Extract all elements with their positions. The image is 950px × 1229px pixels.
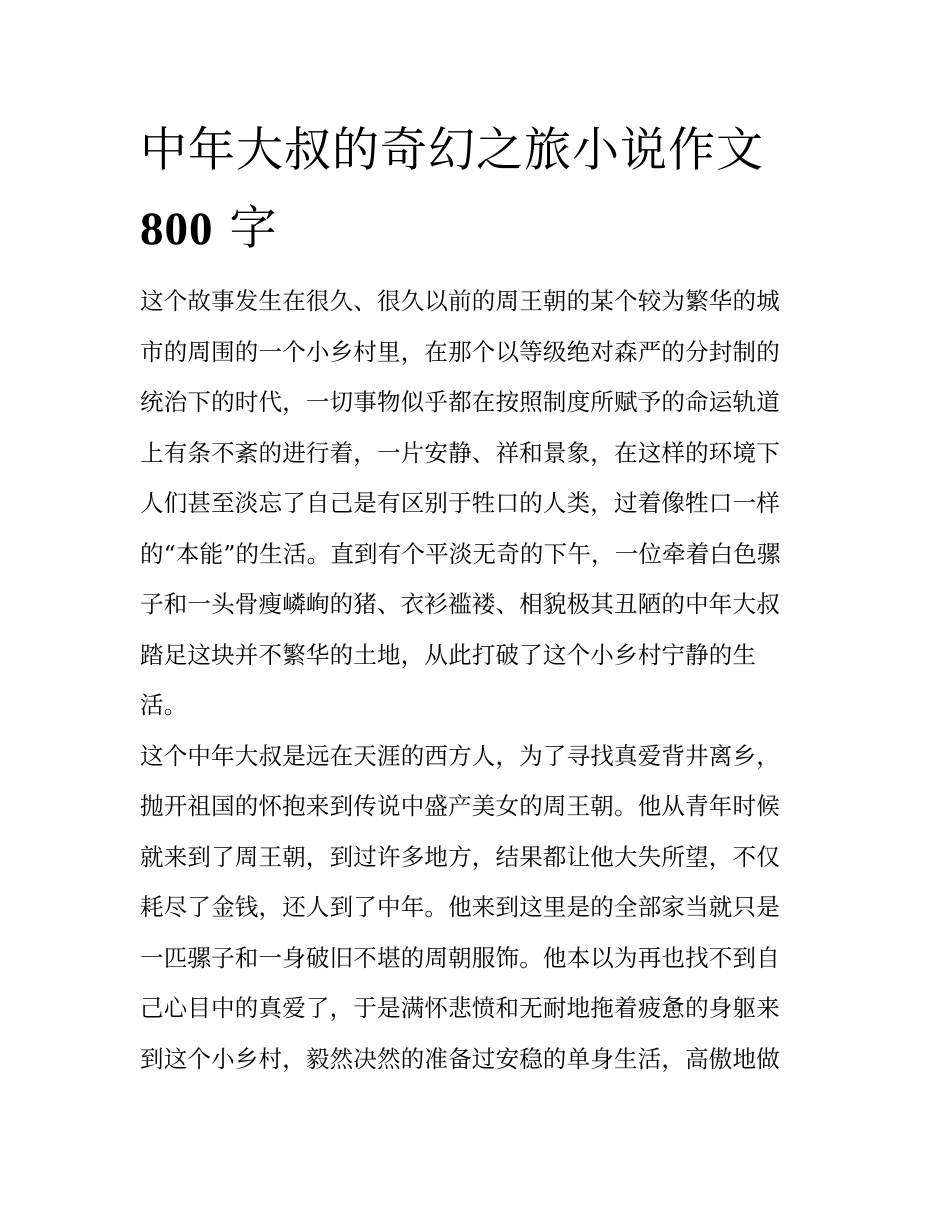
body-line: 市的周围的一个小乡村里，在那个以等级绝对森严的分封制的 <box>140 337 780 366</box>
body-line: 耗尽了金钱，还人到了中年。他来到这里是的全部家当就只是 <box>140 893 780 921</box>
document-title <box>140 112 820 268</box>
title-main: 中年大叔的奇幻之旅小说作文 <box>140 123 764 178</box>
body-line: 这个故事发生在很久、很久以前的周王朝的某个较为繁华的城 <box>140 287 780 315</box>
body-line: 踏足这块并不繁华的土地，从此打破了这个小乡村宁静的生 <box>140 640 757 669</box>
body-line: 这个中年大叔是远在天涯的西方人，为了寻找真爱背井离乡， <box>140 741 780 770</box>
body-line: 人们甚至淡忘了自己是有区别于牲口的人类，过着像牲口一样 <box>140 489 780 517</box>
body-line: 己心目中的真爱了，于是满怀悲愤和无耐地拖着疲惫的身躯来 <box>140 994 780 1022</box>
body-line: 就来到了周王朝，到过许多地方，结果都让他大失所望，不仅 <box>140 842 780 871</box>
title-suffix: 字 <box>213 201 278 256</box>
title-number: 800 <box>140 203 214 255</box>
body-line: 上有条不紊的进行着，一片安静、祥和景象，在这样的环境下 <box>140 438 780 467</box>
body-line: 抛开祖国的怀抱来到传说中盛产美女的周王朝。他从青年时候 <box>140 792 780 820</box>
body-line: 一匹骡子和一身破旧不堪的周朝服饰。他本以为再也找不到自 <box>140 943 780 972</box>
body-line: 统治下的时代，一切事物似乎都在按照制度所赋予的命运轨道 <box>140 388 780 416</box>
body-line: 活。 <box>140 691 188 719</box>
body-text <box>140 276 815 1084</box>
body-line: 子和一头骨瘦嶙峋的猪、衣衫褴褛、相貌极其丑陋的中年大叔 <box>140 590 780 618</box>
body-line: 的“本能”的生活。直到有个平淡无奇的下午，一位牵着白色骡 <box>140 539 781 568</box>
body-line: 到这个小乡村，毅然决然的准备过安稳的单身生活，高傲地做 <box>140 1044 780 1073</box>
